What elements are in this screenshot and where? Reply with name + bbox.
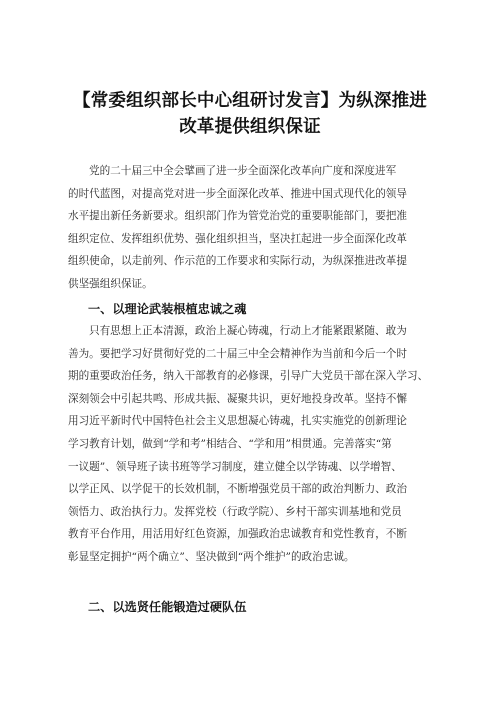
paragraph-line: 组织使命，以走前列、作示范的工作要求和实际行动，为纵深推进改革提 <box>68 255 407 268</box>
document-title <box>40 88 460 140</box>
paragraph-line: 学习教育计划，做到“学和考”相结合、“学和用”相贯通。完善落实“第 <box>68 437 392 450</box>
paragraph-line: 一议题”、领导班子读书班等学习制度，建立健全以学铸魂、以学增智、 <box>68 460 402 473</box>
paragraph-line: 深刻领会中引起共鸣、形成共振、凝聚共识，更好地投身改革。坚持不懈 <box>68 392 407 405</box>
paragraph-line: 领悟力、政治执行力。发挥党校（行政学院）、乡村干部实训基地和党员 <box>68 505 402 518</box>
paragraph-line: 善为。要把学习好贯彻好党的二十届三中全会精神作为当前和今后一个时 <box>68 347 407 360</box>
paragraph-line: 水平提出新任务新要求。组织部门作为管党治党的重要职能部门，要把准 <box>68 210 407 223</box>
paragraph-line: 教育平台作用，用活用好红色资源，加强政治忠诚教育和党性教育，不断 <box>68 528 407 541</box>
paragraph-line: 以学正风、以学促干的长效机制，不断增强党员干部的政治判断力、政治 <box>68 483 407 496</box>
paragraph-line: 的时代蓝图，对提高党对进一步全面深化改革、推进中国式现代化的领导 <box>68 187 407 200</box>
paragraph-line: 用习近平新时代中国特色社会主义思想凝心铸魂，扎实实施党的创新理论 <box>68 415 407 428</box>
section-heading-1: 一、以理论武装根植忠诚之魂 <box>88 302 247 316</box>
paragraph-line: 组织定位、发挥组织优势、强化组织担当，坚决扛起进一步全面深化改革 <box>68 232 407 245</box>
paragraph-line: 只有思想上正本清源，政治上凝心铸魂，行动上才能紧跟紧随、敢为 <box>89 325 407 337</box>
section-1-paragraph <box>68 320 448 569</box>
title-line: 改革提供组织保证 <box>179 117 321 137</box>
title-line: 【常委组织部长中心组研讨发言】为纵深推进 <box>73 91 427 111</box>
paragraph-line: 期的重要政治任务，纳入干部教育的必修课，引导广大党员干部在深入学习、 <box>68 370 429 383</box>
intro-paragraph <box>68 160 448 296</box>
section-heading-2: 二、以选贤任能锻造过硬队伍 <box>88 600 247 614</box>
paragraph-line: 党的二十届三中全会擘画了进一步全面深化改革向广度和深度进军 <box>89 165 397 177</box>
paragraph-line: 供坚强组织保证。 <box>68 277 153 290</box>
paragraph-line: 彰显坚定拥护“两个确立”、坚决做到“两个维护”的政治忠诚。 <box>68 550 355 563</box>
